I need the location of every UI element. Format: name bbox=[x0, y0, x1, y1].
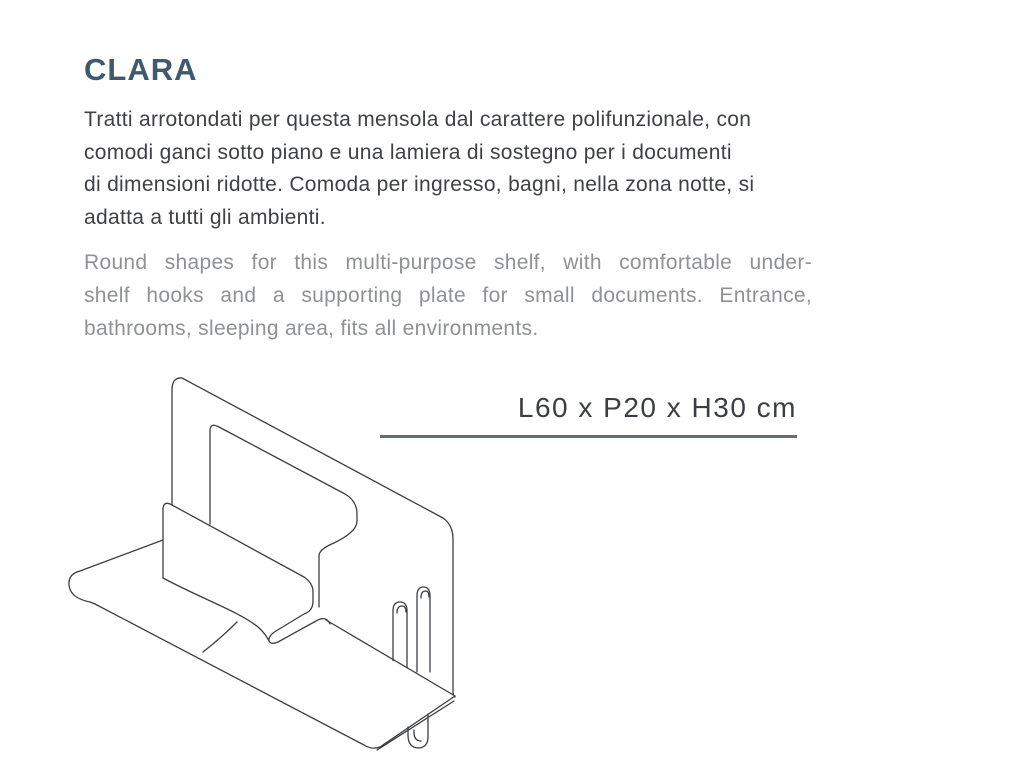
description-it-line: comodi ganci sotto piano e una lamiera di sostegno per i documenti bbox=[84, 140, 732, 164]
description-en-line: Round shapes for this multi-purpose shelf, with comfortable under- bbox=[84, 251, 812, 274]
description-it-line: di dimensioni ridotte. Comoda per ingresso, bagni, nella zona notte, si bbox=[84, 173, 755, 196]
hook-prong-left-fill bbox=[393, 602, 407, 670]
dimensions-text: L60 x P20 x H30 cm bbox=[517, 392, 797, 423]
description-en-line: bathrooms, sleeping area, fits all environments. bbox=[84, 317, 539, 340]
description-en-line: shelf hooks and a supporting plate for small documents. Entrance, bbox=[84, 284, 812, 307]
description-it-line: adatta a tutti gli ambienti. bbox=[84, 205, 326, 229]
page-title: CLARA bbox=[84, 52, 198, 87]
hook-prong-right-fill bbox=[417, 587, 430, 674]
description-it-line: Tratti arrotondati per questa mensola dal carattere polifunzionale, con bbox=[84, 108, 752, 131]
under-shelf-hook-inner-edge bbox=[414, 730, 421, 741]
